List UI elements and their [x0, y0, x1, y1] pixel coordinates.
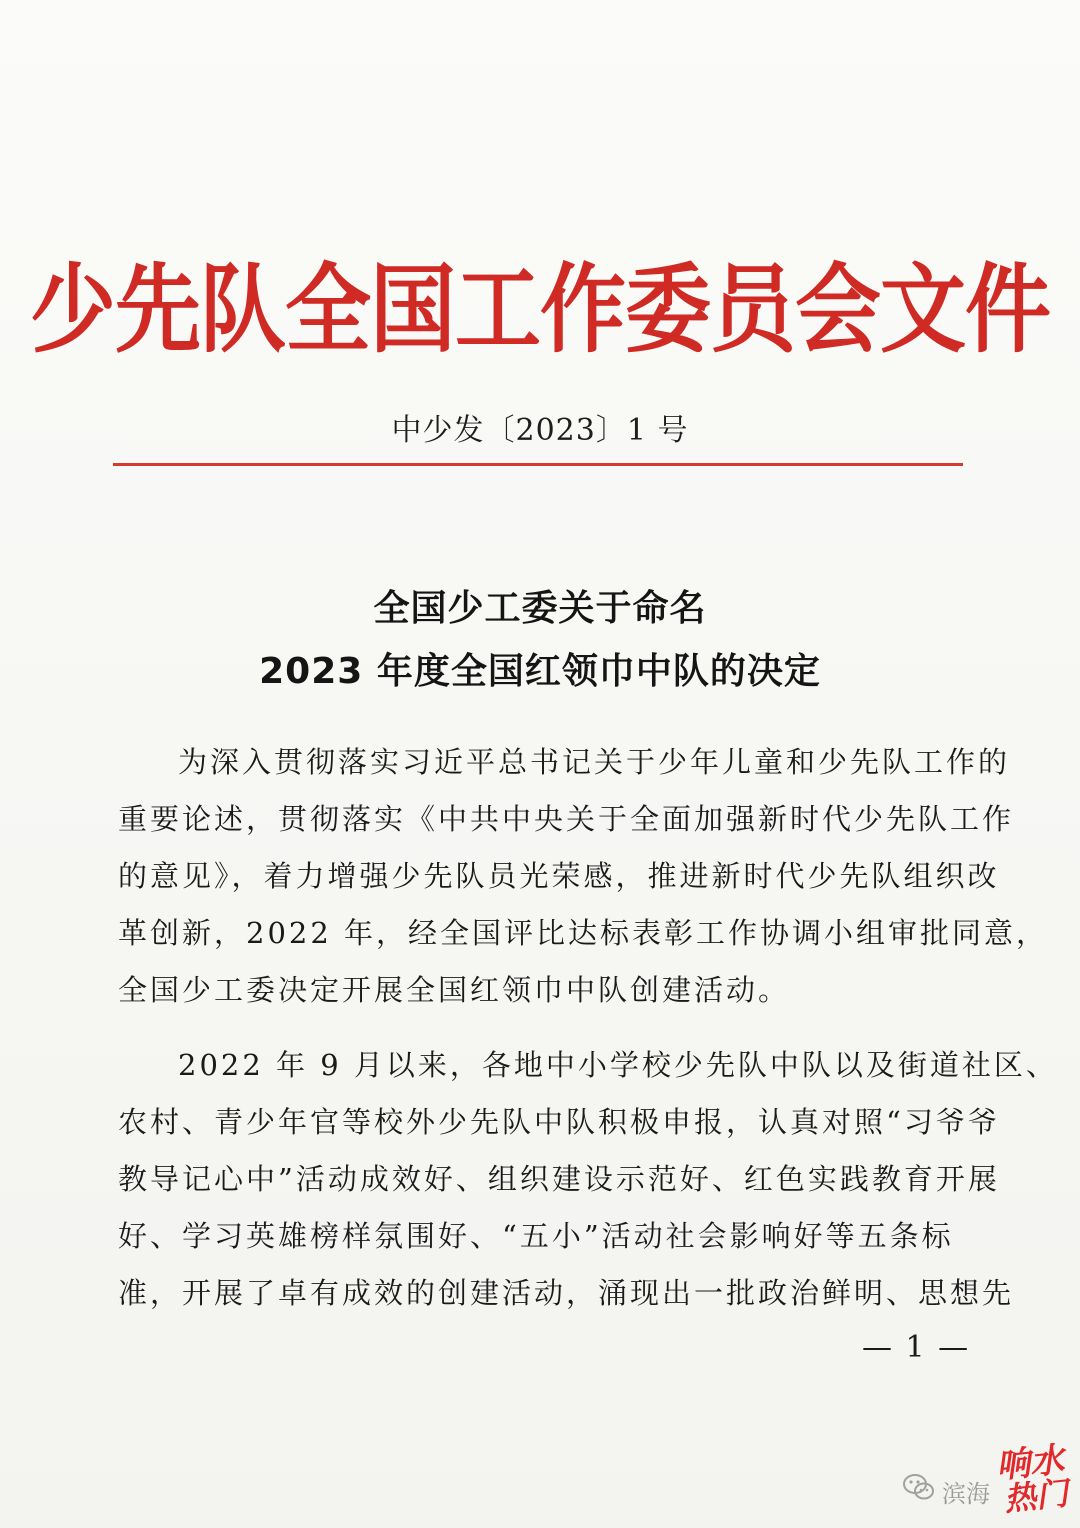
- body-line: 好、学习英雄榜样氛围好、“五小”活动社会影响好等五条标: [118, 1219, 954, 1253]
- body-line: 全国少工委决定开展全国红领巾中队创建活动。: [118, 973, 791, 1007]
- body-line: 为深入贯彻落实习近平总书记关于少年儿童和少先队工作的: [178, 745, 1011, 779]
- document-title-line-2: 2023 年度全国红领巾中队的决定: [259, 651, 821, 692]
- document-number: 中少发〔2023〕1 号: [391, 413, 689, 448]
- page-number: — 1 —: [862, 1330, 971, 1365]
- logo-line-1: 响水: [994, 1439, 1066, 1487]
- body-line: 2022 年 9 月以来，各地中小学校少先队中队以及街道社区、: [178, 1048, 1058, 1082]
- document-title-line-1: 全国少工委关于命名: [373, 588, 707, 629]
- watermark: [898, 1439, 1073, 1526]
- brand-logo: [994, 1439, 1071, 1519]
- body-line: 的意见》，着力增强少先队员光荣感，推进新时代少先队组织改: [118, 859, 1000, 893]
- red-divider-line: [113, 463, 963, 466]
- wechat-icon: [902, 1472, 936, 1502]
- logo-line-2: 热门: [1002, 1473, 1070, 1519]
- body-line: 重要论述，贯彻落实《中共中央关于全面加强新时代少先队工作: [118, 802, 1015, 836]
- body-line: 教导记心中”活动成效好、组织建设示范好、红色实践教育开展: [118, 1162, 1000, 1196]
- body-line: 农村、青少年官等校外少先队中队积极申报，认真对照“习爷爷: [118, 1105, 1000, 1139]
- issuer-header: 少先队全国工作委员会文件: [30, 254, 1050, 367]
- account-name: 滨海: [942, 1480, 990, 1508]
- body-line: 革创新，2022 年，经全国评比达标表彰工作协调小组审批同意，: [118, 916, 1049, 950]
- body-line: 准，开展了卓有成效的创建活动，涌现出一批政治鲜明、思想先: [118, 1276, 1015, 1310]
